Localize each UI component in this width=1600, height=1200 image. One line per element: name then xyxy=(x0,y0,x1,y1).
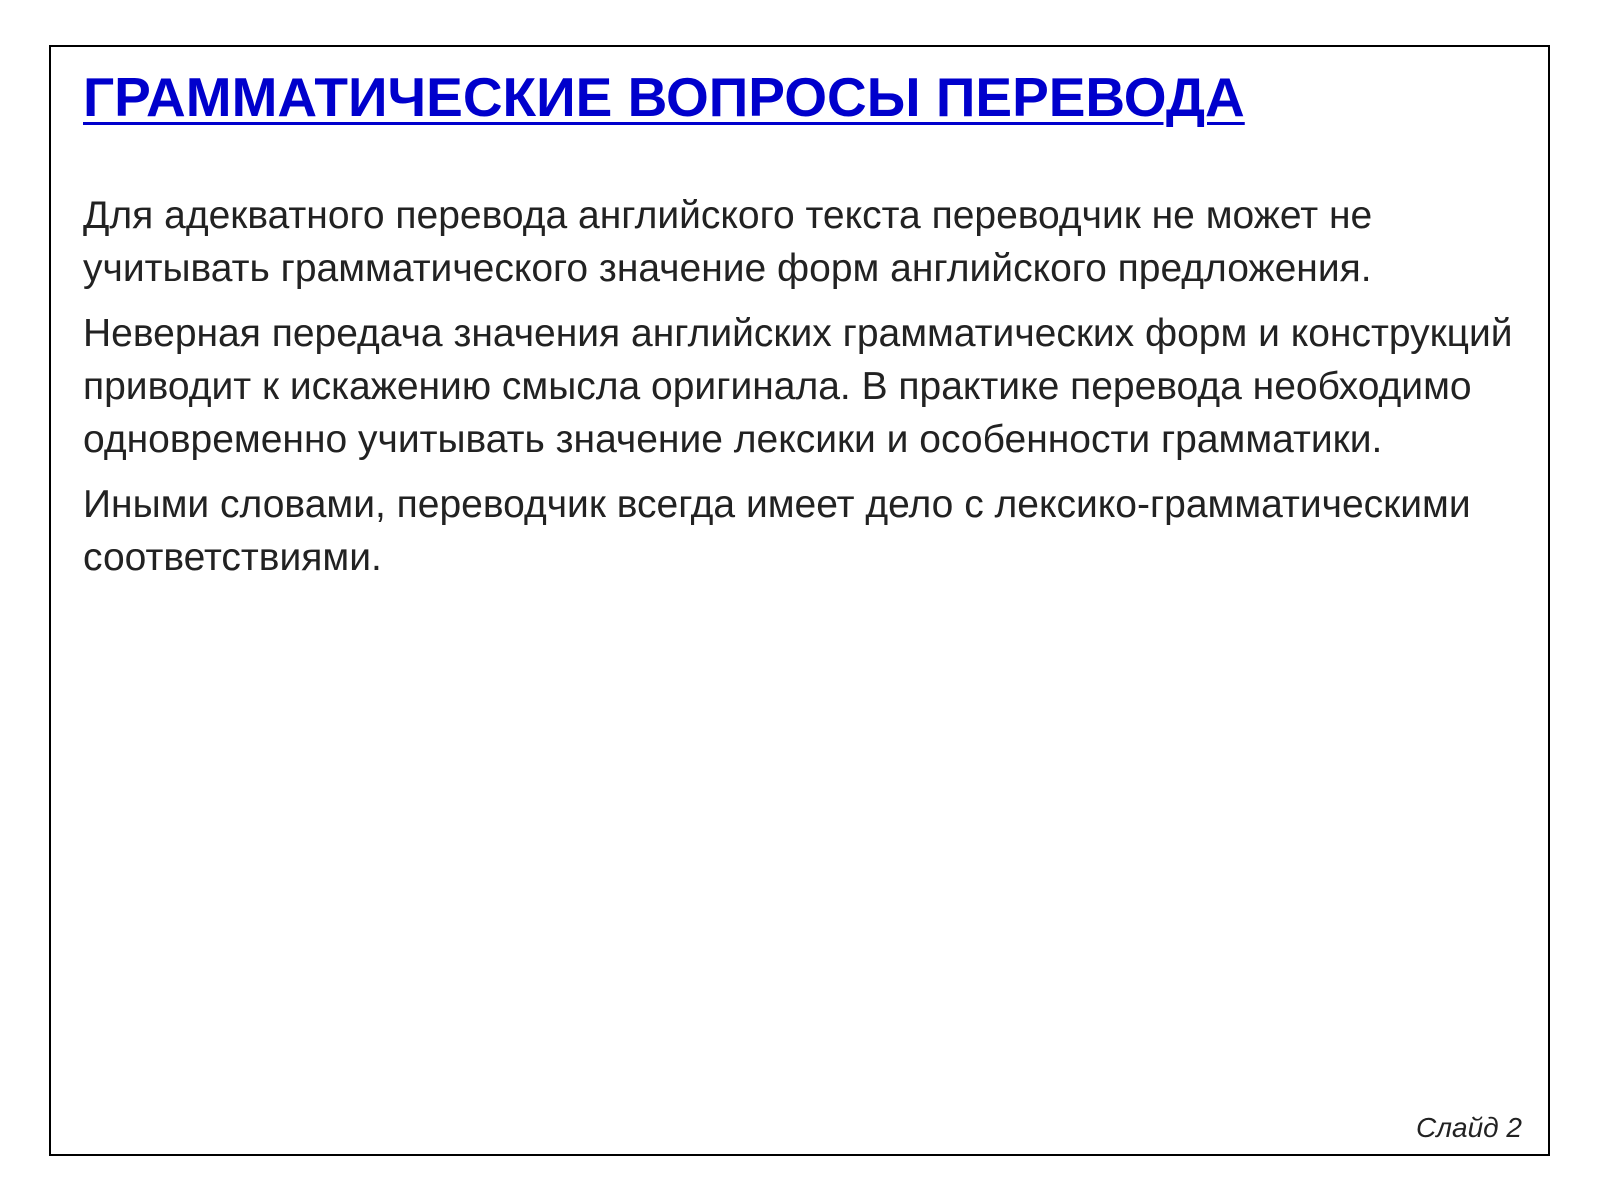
body-paragraph-1: Для адекватного перевода английского текста переводчик не может не учитывать грамматического значение форм английского предложения. xyxy=(83,194,1373,290)
body-paragraph-3: Иными словами, переводчик всегда имеет дело с лексико-грамматическими соответствиями. xyxy=(83,483,1471,579)
body-paragraph-2: Неверная передача значения английских грамматических форм и конструкций приводит к искажению смысла оригинала. В практике перевода необходимо одновременно учитывать значение лексики и особенности грамматики. xyxy=(83,312,1513,461)
slide-body xyxy=(83,189,1523,596)
slide-number: Слайд 2 xyxy=(1416,1112,1522,1143)
slide-title: ГРАММАТИЧЕСКИЕ ВОПРОСЫ ПЕРЕВОДА xyxy=(83,66,1245,128)
slide-frame xyxy=(49,45,1550,1156)
